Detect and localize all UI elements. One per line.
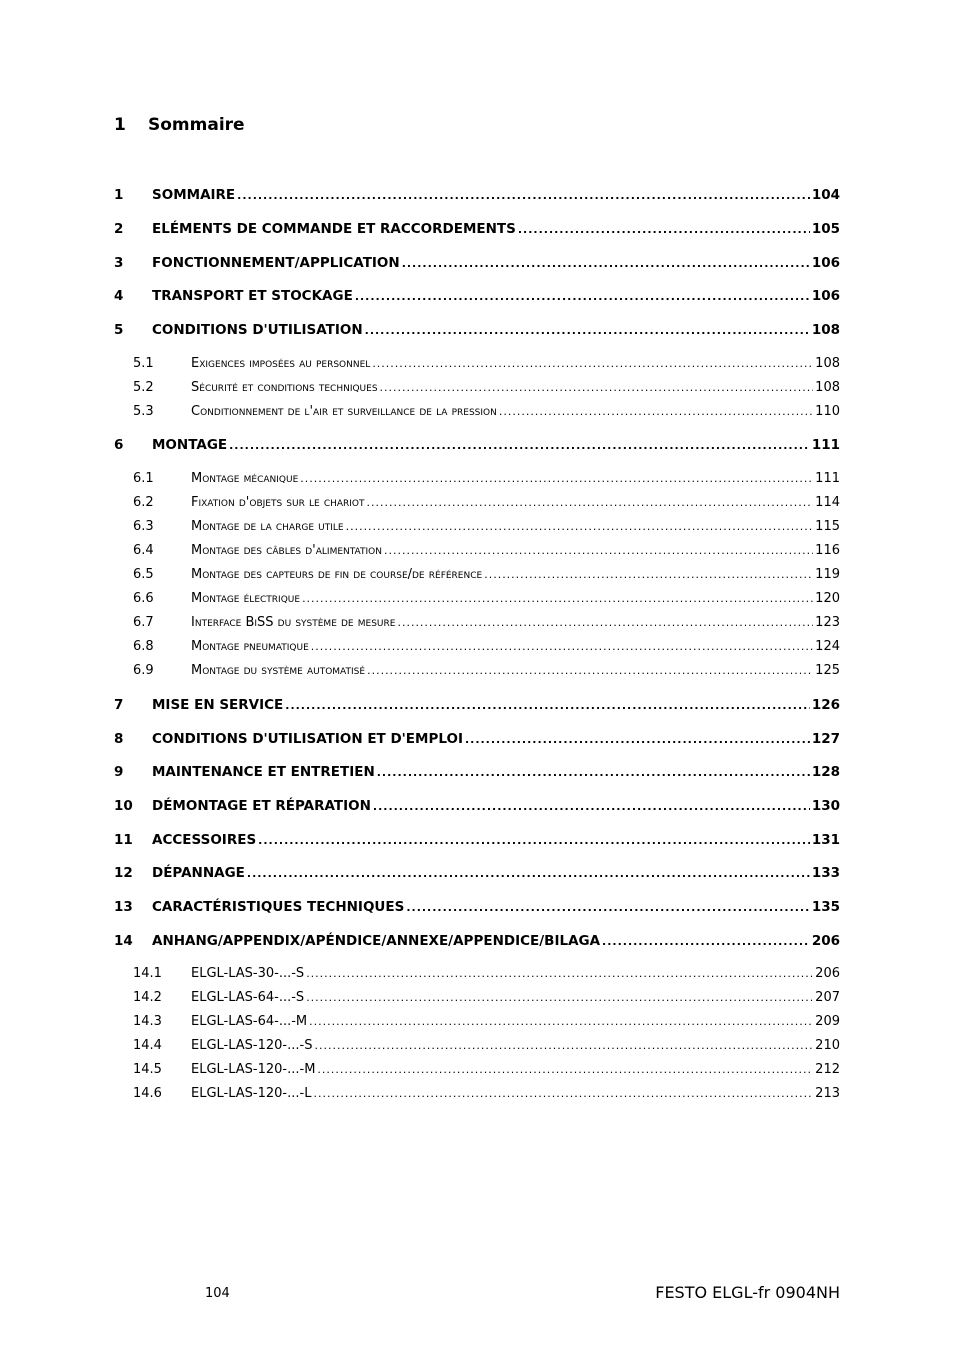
- toc-entry-page: 206: [815, 966, 840, 981]
- toc-entry-title: Montage des capteurs de fin de course/de référence: [191, 567, 483, 582]
- toc-entry-number: 14.4: [133, 1038, 162, 1053]
- toc-leader-dots: [314, 1039, 813, 1052]
- toc-entry[interactable]: [114, 865, 840, 883]
- toc-entry-title: ACCESSOIRES: [152, 832, 257, 848]
- toc-entry[interactable]: [114, 832, 840, 850]
- toc-entry-number: 10: [114, 798, 133, 814]
- toc-leader-dots: [367, 496, 814, 509]
- toc-entry-page: 105: [811, 221, 840, 237]
- page-heading: [114, 115, 245, 135]
- toc-entry[interactable]: [114, 322, 840, 340]
- toc-leader-dots: [302, 592, 813, 605]
- toc-entry-title: ELGL-LAS-120-...-L: [191, 1086, 312, 1101]
- toc-entry-page: 119: [815, 567, 840, 582]
- toc-entry[interactable]: [114, 187, 840, 205]
- toc-entry-title: ELGL-LAS-120-...-S: [191, 1038, 313, 1053]
- toc-entry[interactable]: [114, 899, 840, 917]
- heading-number: 1: [114, 115, 126, 135]
- toc-entry[interactable]: [114, 697, 840, 715]
- toc-entry-number: 6: [114, 437, 124, 453]
- toc-entry-page: 106: [811, 288, 840, 304]
- toc-entry[interactable]: [133, 615, 840, 633]
- toc-entry[interactable]: [133, 380, 840, 398]
- toc-entry-title: ELGL-LAS-120-...-M: [191, 1062, 316, 1077]
- toc-entry-title: Montage des câbles d'alimentation: [191, 543, 382, 558]
- toc-entry-number: 7: [114, 697, 124, 713]
- toc-entry-page: 210: [815, 1038, 840, 1053]
- toc-entry-number: 6.8: [133, 639, 154, 654]
- toc-entry-page: 111: [815, 471, 840, 486]
- toc-leader-dots: [300, 472, 813, 485]
- toc-entry-number: 14: [114, 933, 133, 949]
- toc-leader-dots: [372, 357, 813, 370]
- toc-entry-number: 13: [114, 899, 133, 915]
- toc-leader-dots: [346, 520, 814, 533]
- toc-leader-dots: [365, 324, 810, 337]
- toc-leader-dots: [309, 1015, 813, 1028]
- toc-entry-number: 2: [114, 221, 124, 237]
- toc-leader-dots: [465, 733, 810, 746]
- toc-entry-page: 108: [815, 356, 840, 371]
- toc-entry-number: 6.5: [133, 567, 154, 582]
- toc-leader-dots: [602, 935, 810, 948]
- toc-entry-number: 5.2: [133, 380, 154, 395]
- toc-entry-number: 12: [114, 865, 133, 881]
- toc-entry-title: ELGL-LAS-30-...-S: [191, 966, 305, 981]
- toc-entry-page: 207: [815, 990, 840, 1005]
- toc-entry-title: Montage mécanique: [191, 471, 299, 486]
- toc-entry-title: DÉPANNAGE: [152, 865, 245, 881]
- toc-leader-dots: [247, 867, 810, 880]
- toc-leader-dots: [484, 568, 813, 581]
- toc-entry-page: 120: [815, 591, 840, 606]
- toc-entry-number: 3: [114, 255, 124, 271]
- toc-entry-title: MISE EN SERVICE: [152, 697, 284, 713]
- toc-entry[interactable]: [133, 519, 840, 537]
- toc-entry[interactable]: [133, 543, 840, 561]
- toc-entry-number: 6.4: [133, 543, 154, 558]
- toc-entry[interactable]: [133, 495, 840, 513]
- toc-leader-dots: [229, 439, 810, 452]
- toc-entry-page: 123: [815, 615, 840, 630]
- toc-entry-number: 6.2: [133, 495, 154, 510]
- toc-entry[interactable]: [133, 356, 840, 374]
- toc-leader-dots: [499, 405, 813, 418]
- toc-entry-title: Montage du système automatisé: [191, 663, 366, 678]
- toc-entry-title: Sécurité et conditions techniques: [191, 380, 378, 395]
- toc-entry-title: FONCTIONNEMENT/APPLICATION: [152, 255, 400, 271]
- footer-page-number: 104: [205, 1286, 230, 1301]
- toc-entry-number: 14.6: [133, 1086, 162, 1101]
- toc-entry-title: Fixation d'objets sur le chariot: [191, 495, 365, 510]
- toc-entry-title: CARACTÉRISTIQUES TECHNIQUES: [152, 899, 405, 915]
- toc-entry-number: 6.3: [133, 519, 154, 534]
- toc-entry-number: 14.5: [133, 1062, 162, 1077]
- toc-entry[interactable]: [133, 639, 840, 657]
- toc-leader-dots: [377, 766, 810, 779]
- toc-entry-number: 14.1: [133, 966, 162, 981]
- toc-entry[interactable]: [114, 255, 840, 273]
- toc-entry-title: MAINTENANCE ET ENTRETIEN: [152, 764, 375, 780]
- toc-leader-dots: [397, 616, 813, 629]
- footer-document-id: FESTO ELGL-fr 0904NH: [655, 1283, 840, 1302]
- toc-entry-page: 108: [811, 322, 840, 338]
- toc-entry[interactable]: [114, 731, 840, 749]
- toc-entry-number: 11: [114, 832, 133, 848]
- toc-entry-number: 5: [114, 322, 124, 338]
- toc-entry-title: MONTAGE: [152, 437, 228, 453]
- toc-entry-title: Montage électrique: [191, 591, 301, 606]
- toc-entry-page: 116: [815, 543, 840, 558]
- toc-leader-dots: [306, 967, 813, 980]
- toc-entry-page: 108: [815, 380, 840, 395]
- toc-entry-number: 8: [114, 731, 124, 747]
- toc-entry-page: 209: [815, 1014, 840, 1029]
- toc-entry-number: 6.7: [133, 615, 154, 630]
- toc-entry-title: Montage de la charge utile: [191, 519, 344, 534]
- toc-entry-page: 133: [811, 865, 840, 881]
- toc-leader-dots: [406, 901, 809, 914]
- toc-entry-page: 114: [815, 495, 840, 510]
- toc-entry-title: CONDITIONS D'UTILISATION: [152, 322, 363, 338]
- toc-entry[interactable]: [114, 798, 840, 816]
- toc-entry[interactable]: [133, 591, 840, 609]
- toc-entry[interactable]: [114, 288, 840, 306]
- toc-entry-number: 6.6: [133, 591, 154, 606]
- toc-entry-number: 14.3: [133, 1014, 162, 1029]
- toc-entry-title: CONDITIONS D'UTILISATION ET D'EMPLOI: [152, 731, 463, 747]
- toc-entry-page: 124: [815, 639, 840, 654]
- toc-entry-page: 115: [815, 519, 840, 534]
- toc-entry-page: 212: [815, 1062, 840, 1077]
- toc-entry-page: 128: [811, 764, 840, 780]
- toc-entry-page: 106: [811, 255, 840, 271]
- toc-entry-number: 9: [114, 764, 124, 780]
- toc-entry-number: 14.2: [133, 990, 162, 1005]
- toc-entry-title: TRANSPORT ET STOCKAGE: [152, 288, 353, 304]
- toc-entry-page: 126: [811, 697, 840, 713]
- toc-entry-title: Conditionnement de l'air et surveillance de la pression: [191, 404, 497, 419]
- toc-entry[interactable]: [114, 933, 840, 951]
- toc-leader-dots: [285, 699, 810, 712]
- toc-entry-page: 130: [811, 798, 840, 814]
- toc-entry-number: 4: [114, 288, 124, 304]
- heading-title: Sommaire: [148, 115, 245, 135]
- toc-entry-page: 213: [815, 1086, 840, 1101]
- toc-entry-title: Montage pneumatique: [191, 639, 309, 654]
- toc-entry-number: 6.9: [133, 663, 154, 678]
- toc-entry-title: SOMMAIRE: [152, 187, 236, 203]
- toc-entry[interactable]: [133, 1014, 840, 1032]
- toc-leader-dots: [355, 290, 810, 303]
- toc-entry[interactable]: [114, 437, 840, 455]
- toc-entry[interactable]: [133, 966, 840, 984]
- toc-entry-page: 127: [811, 731, 840, 747]
- toc-leader-dots: [317, 1063, 813, 1076]
- toc-leader-dots: [258, 834, 810, 847]
- toc-entry-title: DÉMONTAGE ET RÉPARATION: [152, 798, 371, 814]
- toc-entry[interactable]: [133, 663, 840, 681]
- toc-entry-page: 131: [811, 832, 840, 848]
- toc-entry-title: ANHANG/APPENDIX/APÉNDICE/ANNEXE/APPENDICE/BILAGA: [152, 933, 601, 949]
- toc-entry-title: ELGL-LAS-64-...-S: [191, 990, 305, 1005]
- toc-leader-dots: [384, 544, 813, 557]
- toc-leader-dots: [518, 223, 810, 236]
- toc-entry-title: Interface BiSS du système de mesure: [191, 615, 396, 630]
- toc-entry-page: 135: [811, 899, 840, 915]
- toc-entry[interactable]: [114, 221, 840, 239]
- toc-leader-dots: [380, 381, 814, 394]
- toc-entry-page: 206: [811, 933, 840, 949]
- toc-leader-dots: [237, 189, 810, 202]
- toc-entry-number: 1: [114, 187, 124, 203]
- toc-entry-title: ELGL-LAS-64-...-M: [191, 1014, 308, 1029]
- toc-entry-page: 125: [815, 663, 840, 678]
- toc-entry-page: 104: [811, 187, 840, 203]
- toc-entry[interactable]: [114, 764, 840, 782]
- toc-leader-dots: [313, 1087, 813, 1100]
- toc-entry-title: Exigences imposées au personnel: [191, 356, 371, 371]
- toc-leader-dots: [306, 991, 813, 1004]
- toc-entry-number: 5.1: [133, 356, 154, 371]
- toc-entry[interactable]: [133, 471, 840, 489]
- toc-entry-page: 111: [811, 437, 840, 453]
- toc-entry[interactable]: [133, 1062, 840, 1080]
- toc-entry-title: ELÉMENTS DE COMMANDE ET RACCORDEMENTS: [152, 221, 516, 237]
- toc-entry-number: 6.1: [133, 471, 154, 486]
- toc-entry-page: 110: [815, 404, 840, 419]
- toc-entry[interactable]: [133, 1086, 840, 1104]
- toc-leader-dots: [373, 800, 810, 813]
- toc-leader-dots: [367, 664, 813, 677]
- toc-entry-number: 5.3: [133, 404, 154, 419]
- toc-entry[interactable]: [133, 1038, 840, 1056]
- toc-leader-dots: [311, 640, 813, 653]
- toc-leader-dots: [402, 257, 810, 270]
- toc-entry[interactable]: [133, 567, 840, 585]
- toc-entry[interactable]: [133, 404, 840, 422]
- toc-entry[interactable]: [133, 990, 840, 1008]
